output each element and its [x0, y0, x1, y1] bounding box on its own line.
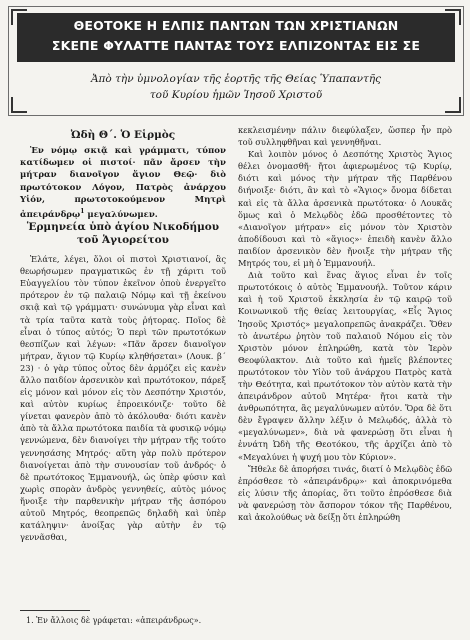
left-column	[20, 124, 226, 543]
hirmos-body: Ἐν νόμῳ σκιᾷ καὶ γράμματι, τύπον κατίδωμεν οἱ πιστοί· πᾶν ἄρσεν τὴν μήτραν διανοῖγον ἅγιον Θεῷ· διὸ πρωτότοκον Λόγον, Πατρὸς ἀνάρχου Υἱόν, πρωτοτοκούμενον Μητρὶ ἀπειράνδρῳ	[20, 146, 226, 220]
title-banner	[17, 13, 455, 62]
title-line-2: ΣΚΕΠΕ ΦΥΛΑΤΤΕ ΠΑΝΤΑΣ ΤΟΥΣ ΕΛΠΙΖΟΝΤΑΣ ΕΙΣ ΣΕ	[51, 38, 421, 53]
subtitle-line-1: Ἀπὸ τὴν ὑμνολογίαν τῆς ἑορτῆς τῆς Θείας Ὑπαπαντῆς	[90, 73, 382, 85]
footnote-divider	[20, 610, 90, 611]
commentary-title	[20, 221, 226, 247]
right-column	[238, 124, 452, 523]
paragraph: Διὰ τοῦτο καὶ ἕνας ἅγιος εἶναι ἐν τοῖς πρωτοτόκοις ὁ αὐτὸς Ἐμμανουήλ. Τοῦτον κάριν καὶ ἡ τοῦ Χριστοῦ ἐκκλησία ἐν τῷ καιρῷ τοῦ Κοινωνικοῦ τῆς θείας λειτουργίας, «Εἷς Ἅγιος Ἰησοῦς Χριστός» μεγαλοπρεπῶς ἀνακράζει. Ὅθεν τὸ ἀνωτέρω ῥητὸν τοῦ παλαιοῦ Νόμου εἰς τὸν Χριστὸν μόνον ἐπληρώθη, κατὰ τὸν Ἱερὸν Θεοφύλακτον. Διὰ τοῦτο καὶ ἡμεῖς βλέποντες πρωτότοκον τὸν Υἱὸν τοῦ ἀνάρχου Πατρὸς κατὰ τὴν Θεότητα, καὶ πρωτότοκον τὸν αὐτὸν κατὰ τὴν ἀπειράνδρον αὐτοῦ Μητέρα· ἤτοι κατὰ τὴν ἀνθρωπότητα, ἂς μεγαλύνωμεν αὐτόν. Ὅρα δὲ ὅτι δὲν ἔγραψεν ἄλλην λέξιν ὁ Μελῳδός, ἀλλὰ τὸ «μεγαλύνωμεν», διὰ νὰ φανερώσῃ ὅτι εἶναι ἡ ἐννάτη Ὠδὴ τῆς Θεοτόκου, τῆς ἀρχίζει ἀπὸ τὸ «Μεγαλύνει ἡ ψυχή μου τὸν Κύριον».	[238, 270, 452, 462]
paragraph: Ἐλάτε, λέγει, ὅλοι οἱ πιστοὶ Χριστιανοί, ἂς θεωρήσωμεν πραγματικῶς ἐν τῇ χάριτι τοῦ Εὐαγγελίου τὸν τύπον ἐκεῖνον ὁποὺ ἐνεργεῖτο πρότερον ἐν τῷ παλαιῷ Νόμῳ καὶ τῇ ἐκείνου σκιᾷ καὶ τῷ γράμματι· συνώνυμα γὰρ εἶναι καὶ τὰ τρία ταῦτα κατὰ τοὺς ῥήτορας. Ποῖος δὲ εἶναι ὁ τύπος αὐτός; Ὁ περὶ τῶν πρωτοτόκων θεσπίζων καὶ λέγων: «Πᾶν ἄρσεν διανοῖγον μήτραν, ἅγιον τῷ Κυρίῳ κληθήσεται» (Λουκ. β΄ 23) · ὁ γὰρ τύπος οὗτος δὲν ἁρμόζει εἰς κανὲν ἄλλο παιδίον ἀρσενικὸν καὶ πρωτότοκον, πάρεξ εἰς μόνον καὶ μόνον εἰς τὸν Δεσπότην Χριστόν, καὶ αὐτὸν κυρίως ἐπροεικόνιζε· τοῦτο δὲ γίνεται φανερὸν ἀπὸ τὸ ἀκόλουθα· διότι κανὲν ἀπὸ τὰ ἄλλα πρωτότοκα παιδία τὰ φυσικῷ νόμῳ γεννώμενα, δὲν διανοίγει τὴν μήτραν τῆς τούτο γεννησάσης Μητρός· αὕτη γὰρ πολὺ πρότερον διανοίγεται ἀπὸ τὴν συνουσίαν τοῦ ἀνδρός· ὁ δὲ πρωτότοκος Ἐμμανουήλ, ὡς ὑπὲρ φύσιν καὶ χωρὶς σπορὰν ἀνδρὸς γεννηθείς, αὐτὸς μόνος ἤνοιξε τὴν παρθενικὴν μήτραν τῆς ἀσπόρου αὐτοῦ Μητρός, θεοπρεπῶς δηλαδὴ καὶ ὑπὲρ κατάληψιν· ἀνοίξας γὰρ αὐτὴν ἐν τῷ γεννᾶσθαι,	[20, 254, 226, 543]
footnote-marker: 1	[80, 208, 85, 216]
header-frame	[8, 6, 464, 116]
paragraph: Ἤθελε δὲ ἀπορήσει τινάς, διατί ὁ Μελῳδὸς ἐδῶ ἐπρόσθεσε τὸ «ἀπειράνδρῳ»· καὶ ἀποκρινόμεθα εἰς λύσιν τῆς ἀπορίας, ὅτι τοῦτο ἐπρόσθεσε διὰ νὰ φανερώσῃ τὸν ἄσπορον τόκον τῆς Παρθένου, καὶ ἀκολούθως νὰ δείξῃ ὅτι ἐπληρώθη	[238, 463, 452, 522]
commentary-title-line-2: τοῦ Ἁγιορείτου	[77, 234, 169, 247]
subtitle	[49, 71, 423, 103]
hirmos-text	[20, 145, 226, 221]
title-line-1: ΘΕΟΤΟΚΕ Η ΕΛΠΙΣ ΠΑΝΤΩΝ ΤΩΝ ΧΡΙΣΤΙΑΝΩΝ	[73, 18, 399, 33]
subtitle-line-2: τοῦ Κυρίου ἡμῶν Ἰησοῦ Χριστοῦ	[149, 89, 323, 101]
corner-ornament	[11, 97, 27, 113]
commentary-title-line-1: Ἑρμηνεία ὑπὸ ἁγίου Νικοδήμου	[26, 221, 220, 234]
corner-ornament	[445, 97, 461, 113]
ode-title: Ὠδὴ Θ΄. Ὁ Εἱρμὸς	[70, 129, 176, 141]
hirmos-end: μεγαλύνωμεν.	[84, 209, 158, 220]
footnote: 1. Ἐν ἄλλοις δὲ γράφεται: «ἀπειράνδρως».	[26, 616, 202, 625]
paragraph: κεκλεισμένην πάλιν διεφύλαξεν, ὥσπερ ἦν πρὸ τοῦ συλληφθῆναι καὶ γεννηθῆναι.	[238, 125, 452, 148]
paragraph: Καὶ λοιπὸν μόνος ὁ Δεσπότης Χριστὸς Ἅγιος θέλει ὀνομασθῆ· ἤτοι ἀφιερωμένος τῷ Κυρίῳ, διότι καὶ μόνος τὴν μήτραν τῆς Παρθένου διήνοιξε· διότι, ἂν καὶ τὸ «Ἅγιος» ὄνομα δίδεται καὶ εἰς τὰ ἄλλα ἀρσενικὰ πρωτότοκα· ὁ Λουκᾶς ὅμως καὶ ὁ Μελῳδὸς ἐδῶ προσθέτοντες τὸ «Διανοῖγον μήτραν» εἰς μόνον τὸν Χριστὸν ἀποδίδουσι καὶ τὸ «ἅγιος»· ἐπειδὴ κανὲν ἄλλο παιδίον ἀρσενικὸν δὲν ἤνοιξε τὴν μήτραν τῆς Μητρός του, εἰ μὴ ὁ Ἐμμανουήλ.	[238, 149, 452, 269]
